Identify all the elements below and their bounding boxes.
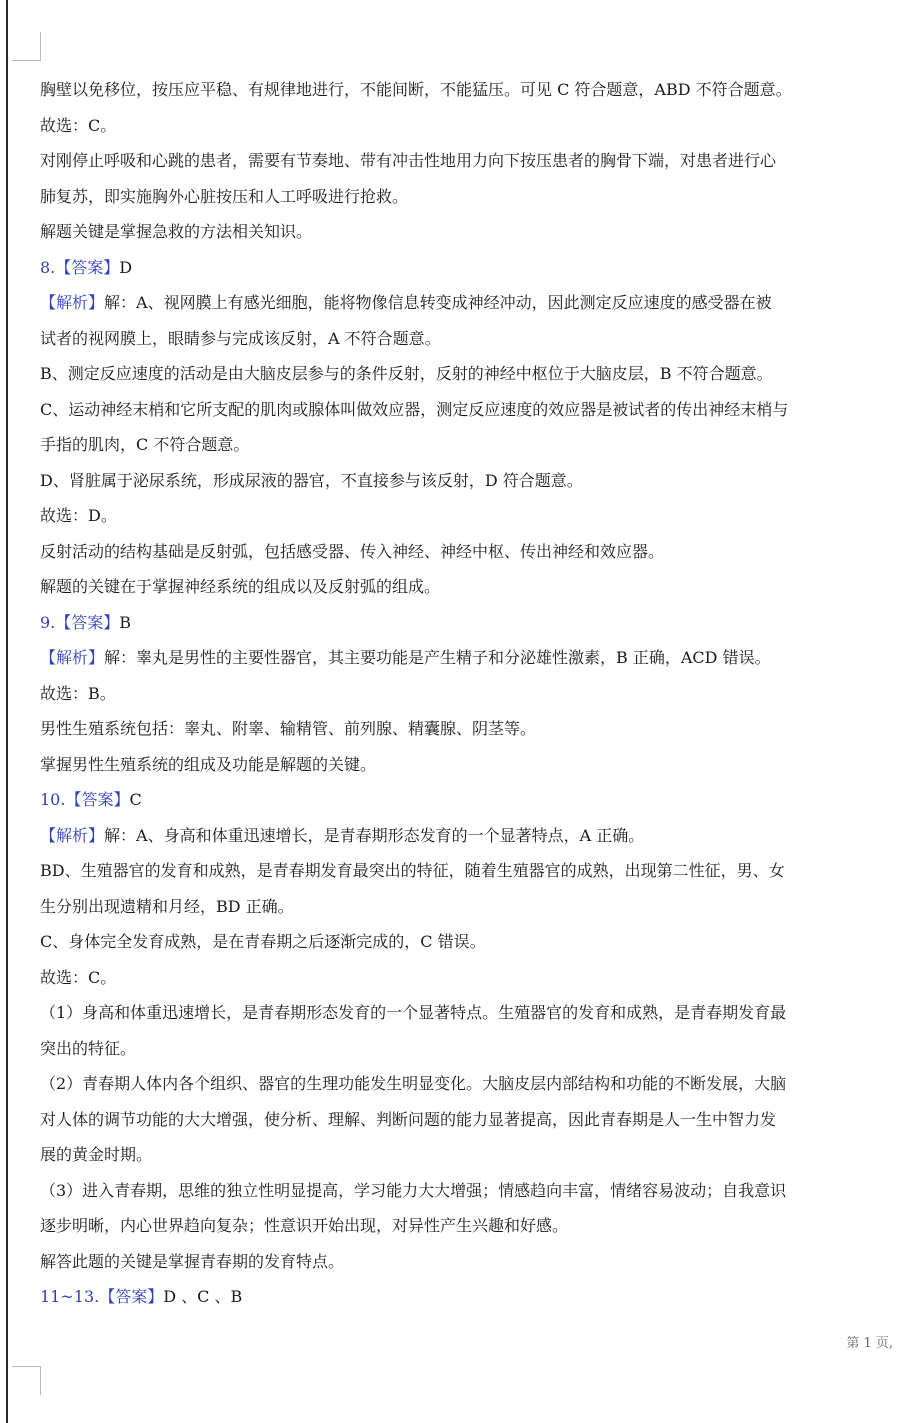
section-label: 9.【答案】 <box>40 612 120 632</box>
text-line <box>40 747 885 783</box>
line-text: B <box>119 612 132 632</box>
text-line <box>40 640 885 676</box>
line-text: 突出的特征。 <box>40 1038 137 1058</box>
line-text: 试者的视网膜上，眼睛参与完成该反射，A 不符合题意。 <box>40 328 441 348</box>
line-text: B、测定反应速度的活动是由大脑皮层参与的条件反射，反射的神经中枢位于大脑皮层，B 不符合题意。 <box>40 364 773 383</box>
line-text: D、肾脏属于泌尿系统，形成尿液的器官，不直接参与该反射，D 符合题意。 <box>40 470 583 490</box>
text-line <box>40 179 885 215</box>
line-text: C <box>129 790 142 809</box>
text-line <box>40 818 885 854</box>
line-text: 展的黄金时期。 <box>40 1145 153 1164</box>
text-line <box>40 108 885 144</box>
line-text: 男性生殖系统包括：睾丸、附睾、输精管、前列腺、精囊腺、阴茎等。 <box>40 719 537 738</box>
line-text: 故选：C。 <box>40 115 117 135</box>
line-text: （1）身高和体重迅速增长，是青春期形态发育的一个显著特点。生殖器官的发育和成熟，是青春期发育最 <box>40 1003 787 1022</box>
text-line <box>40 356 885 392</box>
text-line <box>40 250 885 286</box>
text-line <box>40 569 885 605</box>
text-line <box>40 498 885 534</box>
text-line <box>40 214 885 250</box>
text-line <box>40 1208 885 1244</box>
top-crop-mark <box>12 32 41 61</box>
text-line <box>40 853 885 889</box>
line-text: 解题的关键在于掌握神经系统的组成以及反射弧的组成。 <box>40 577 441 596</box>
text-line <box>40 285 885 321</box>
text-line <box>40 1173 885 1209</box>
line-text: C、身体完全发育成熟，是在青春期之后逐渐完成的，C 错误。 <box>40 932 486 951</box>
text-line <box>40 960 885 996</box>
section-label: 【解析】 <box>40 825 105 845</box>
text-line <box>40 1244 885 1280</box>
text-line <box>40 534 885 570</box>
text-line <box>40 72 885 108</box>
text-line <box>40 1102 885 1138</box>
text-line <box>40 321 885 357</box>
text-line <box>40 711 885 747</box>
text-line <box>40 605 885 641</box>
text-line <box>40 782 885 818</box>
text-line <box>40 392 885 428</box>
line-text: 掌握男性生殖系统的组成及功能是解题的关键。 <box>40 754 377 774</box>
line-text: 故选：B。 <box>40 683 116 703</box>
line-text: D <box>119 257 133 277</box>
text-line <box>40 889 885 925</box>
line-text: （2）青春期人体内各个组织、器官的生理功能发生明显变化。大脑皮层内部结构和功能的不断发展，大脑 <box>40 1074 787 1093</box>
text-line <box>40 463 885 499</box>
line-text: （3）进入青春期，思维的独立性明显提高，学习能力大大增强；情感趋向丰富，情绪容易波动；自我意识 <box>40 1180 787 1200</box>
text-line <box>40 924 885 960</box>
text-line <box>40 1066 885 1102</box>
line-text: 对人体的调节功能的大大增强，使分析、理解、判断问题的能力显著提高，因此青春期是人一生中智力发 <box>40 1109 777 1129</box>
line-text: 生分别出现遗精和月经，BD 正确。 <box>40 896 294 916</box>
line-text: 胸壁以免移位，按压应平稳、有规律地进行，不能间断，不能猛压。可见 C 符合题意，ABD 不符合题意。 <box>40 80 792 99</box>
text-line <box>40 427 885 463</box>
text-line <box>40 1137 885 1173</box>
line-text: 手指的肌肉，C 不符合题意。 <box>40 435 250 454</box>
text-line <box>40 676 885 712</box>
line-text: 反射活动的结构基础是反射弧，包括感受器、传入神经、神经中枢、传出神经和效应器。 <box>40 541 665 561</box>
text-line <box>40 995 885 1031</box>
bottom-crop-mark <box>12 1366 41 1395</box>
section-label: 8.【答案】 <box>40 257 120 277</box>
text-line <box>40 1031 885 1067</box>
line-text: 肺复苏，即实施胸外心脏按压和人工呼吸进行抢救。 <box>40 186 409 206</box>
line-text: 解：A、视网膜上有感光细胞，能将物像信息转变成神经冲动，因此测定反应速度的感受器在被 <box>104 293 772 312</box>
document-body <box>40 72 885 1315</box>
line-text: BD、生殖器官的发育和成熟，是青春期发育最突出的特征，随着生殖器官的成熟，出现第二性征，男、女 <box>40 861 785 880</box>
line-text: 解答此题的关键是掌握青春期的发育特点。 <box>40 1251 345 1271</box>
text-line <box>40 143 885 179</box>
line-text: 解题关键是掌握急救的方法相关知识。 <box>40 222 313 241</box>
line-text: 故选：D。 <box>40 506 117 525</box>
line-text: 对刚停止呼吸和心跳的患者，需要有节奏地、带有冲击性地用力向下按压患者的胸骨下端，对患者进行心 <box>40 151 777 170</box>
line-text: C、运动神经末梢和它所支配的肌肉或腺体叫做效应器，测定反应速度的效应器是被试者的传出神经末梢与 <box>40 399 789 419</box>
text-line <box>40 1279 885 1315</box>
section-label: 10.【答案】 <box>40 790 130 809</box>
section-label: 【解析】 <box>40 648 105 667</box>
line-text: 故选：C。 <box>40 967 117 987</box>
line-text: 解：A、身高和体重迅速增长，是青春期形态发育的一个显著特点，A 正确。 <box>104 825 645 845</box>
line-text: 解：睾丸是男性的主要性器官，其主要功能是产生精子和分泌雄性激素，B 正确，ACD 错误。 <box>104 648 771 667</box>
section-label: 【解析】 <box>40 293 105 312</box>
line-text: 逐步明晰，内心世界趋向复杂；性意识开始出现，对异性产生兴趣和好感。 <box>40 1216 569 1235</box>
section-label: 11~13.【答案】 <box>40 1287 164 1306</box>
left-margin-rule <box>6 0 8 1423</box>
page-number: 第 1 页, <box>846 1336 893 1351</box>
line-text: D 、C 、B <box>163 1287 243 1306</box>
